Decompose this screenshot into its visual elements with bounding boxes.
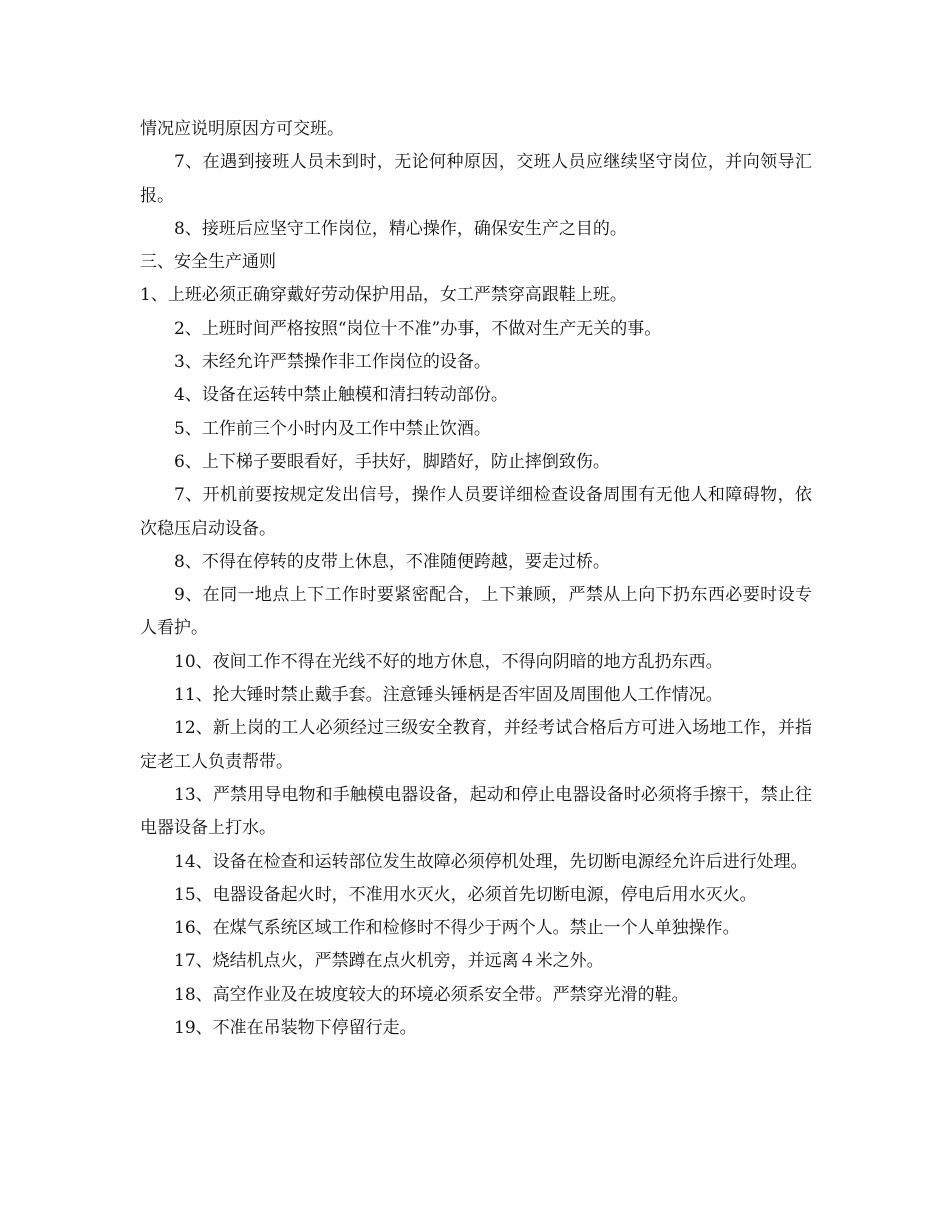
paragraph: 16、在煤气系统区域工作和检修时不得少于两个人。禁止一个人单独操作。 — [174, 918, 740, 939]
paragraph: 18、高空作业及在坡度较大的环境必须系安全带。严禁穿光滑的鞋。 — [174, 984, 689, 1005]
paragraph: 7、在遇到接班人员未到时，无论何种原因，交班人员应继续坚守岗位，并向领导汇报。 — [140, 152, 812, 206]
paragraph: 1、上班必须正确穿戴好劳动保护用品，女工严禁穿高跟鞋上班。 — [140, 285, 627, 306]
paragraph: 情况应说明原因方可交班。 — [140, 119, 344, 139]
paragraph: 11、抡大锤时禁止戴手套。注意锤头锤柄是否牢固及周围他人工作情况。 — [174, 685, 723, 706]
paragraph: 8、接班后应坚守工作岗位，精心操作，确保安生产之目的。 — [174, 218, 627, 239]
paragraph: 19、不准在吊装物下停留行走。 — [174, 1018, 417, 1039]
paragraph: 13、严禁用导电物和手触模电器设备，起动和停止电器设备时必须将手擦干，禁止往电器设备上打水。 — [140, 784, 812, 839]
paragraph: 4、设备在运转中禁止触模和清扫转动部份。 — [174, 385, 508, 406]
paragraph: 8、不得在停转的皮带上休息，不准随便跨越，要走过桥。 — [174, 551, 610, 572]
paragraph: 6、上下梯子要眼看好，手扶好，脚踏好，防止摔倒致伤。 — [174, 451, 610, 472]
paragraph: 17、烧结机点火，严禁蹲在点火机旁，并远离４米之外。 — [174, 951, 604, 972]
paragraph: 10、夜间工作不得在光线不好的地方休息，不得向阴暗的地方乱扔东西。 — [174, 651, 723, 672]
paragraph: 3、未经允许严禁操作非工作岗位的设备。 — [174, 352, 491, 373]
paragraph: 9、在同一地点上下工作时要紧密配合，上下兼顾，严禁从上向下扔东西必要时设专人看护。 — [140, 585, 812, 639]
document-body — [140, 113, 812, 1045]
paragraph: 5、工作前三个小时内及工作中禁止饮酒。 — [174, 418, 491, 439]
paragraph: 2、上班时间严格按照“岗位十不准”办事，不做对生产无关的事。 — [174, 318, 662, 339]
paragraph: 14、设备在检查和运转部位发生故障必须停机处理，先切断电源经允许后进行处理。 — [174, 851, 808, 872]
section-heading: 三、安全生产通则 — [140, 252, 276, 273]
paragraph: 15、电器设备起火时，不准用水灭火，必须首先切断电源，停电后用水灭火。 — [174, 884, 757, 905]
paragraph: 7、开机前要按规定发出信号，操作人员要详细检查设备周围有无他人和障碍物，依次稳压启动设备。 — [140, 485, 812, 539]
paragraph: 12、新上岗的工人必须经过三级安全教育，并经考试合格后方可进入场地工作，并指定老工人负责帮带。 — [140, 718, 812, 772]
